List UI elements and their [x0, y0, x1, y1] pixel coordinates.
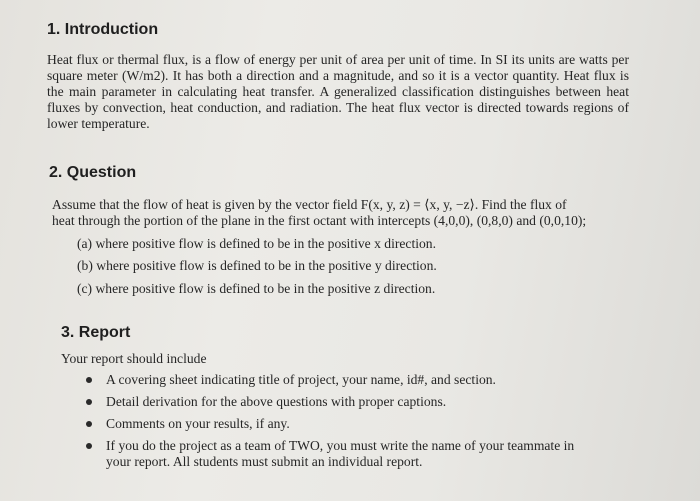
bullet-icon	[86, 399, 92, 405]
bullet-icon	[86, 421, 92, 427]
list-item	[86, 372, 574, 394]
bullet-icon	[86, 377, 92, 383]
question-prompt-line-1: Assume that the flow of heat is given by the vector field F(x, y, z) = ⟨x, y, −z⟩. Find the flux of	[52, 197, 567, 212]
report-item-text: Detail derivation for the above questions with proper captions.	[106, 394, 447, 409]
list-item	[86, 416, 574, 438]
report-intro: Your report should include	[61, 351, 207, 366]
question-part-c: (c) where positive flow is defined to be in the positive z direction.	[77, 281, 436, 296]
report-item-text: Comments on your results, if any.	[106, 416, 290, 431]
report-item-text: If you do the project as a team of TWO, you must write the name of your teammate in	[106, 438, 575, 453]
report-heading: 3. Report	[61, 324, 131, 341]
question-prompt-line-2: heat through the portion of the plane in the first octant with intercepts (4,0,0), (0,8,0) and (0,0,10);	[52, 213, 587, 228]
introduction-heading: 1. Introduction	[47, 21, 159, 38]
list-item	[86, 394, 574, 416]
report-list	[86, 372, 574, 470]
question-heading: 2. Question	[49, 164, 137, 181]
introduction-paragraph: Heat flux or thermal flux, is a flow of energy per unit of area per unit of time. In SI its units are watts per square meter (W/m2). It has both a direction and a magnitude, and so it is a vector quantity. Heat flux is the main parameter in calculating heat transfer. A generalized classification distinguishes between heat fluxes by convection, heat conduction, and radiation. The heat flux vector is directed towards regions of lower temperature.	[47, 52, 629, 131]
report-item-text: A covering sheet indicating title of project, your name, id#, and section.	[106, 372, 496, 387]
list-item	[86, 438, 574, 470]
question-part-b: (b) where positive flow is defined to be in the positive y direction.	[77, 258, 437, 273]
question-part-a: (a) where positive flow is defined to be in the positive x direction.	[77, 236, 437, 251]
report-item-text-continued: your report. All students must submit an individual report.	[106, 454, 423, 469]
bullet-icon	[86, 443, 92, 449]
